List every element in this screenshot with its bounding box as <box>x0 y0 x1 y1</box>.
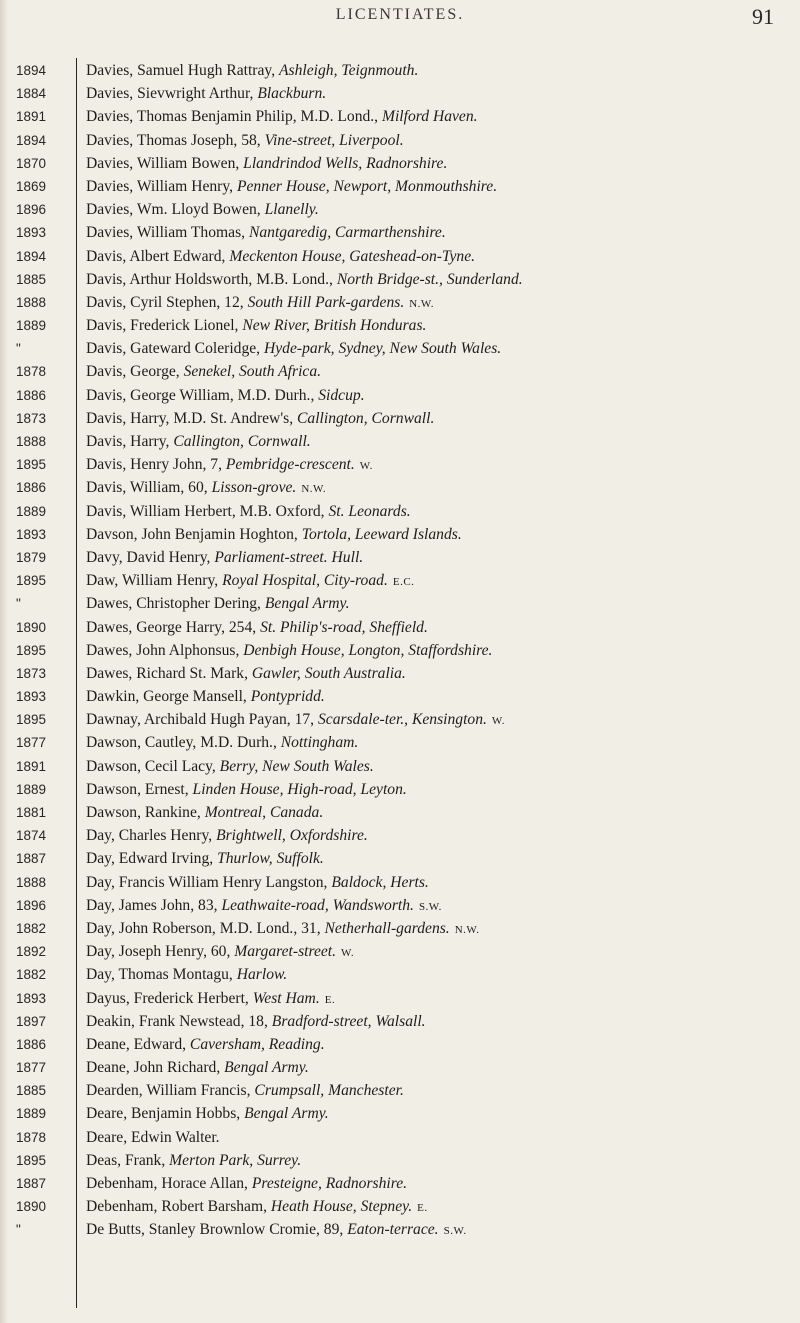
entry-year: 1895 <box>16 457 47 473</box>
list-item <box>0 82 800 105</box>
entry-year: 1873 <box>16 665 47 681</box>
entry-district: E. <box>324 993 336 1006</box>
list-item <box>0 847 800 870</box>
entry-year: 1887 <box>16 851 47 867</box>
entry-text <box>86 639 796 662</box>
list-item <box>0 245 800 268</box>
list-item <box>0 963 800 986</box>
list-item <box>0 59 800 82</box>
entry-year: 1882 <box>16 967 47 983</box>
entry-address: Netherhall-gardens. <box>324 919 450 937</box>
entry-address: New River, British Honduras. <box>242 317 427 335</box>
list-item <box>0 685 800 708</box>
entry-address: Harlow. <box>236 966 288 984</box>
entry-address: Thurlow, Suffolk. <box>217 850 324 868</box>
entry-name: Davies, Wm. Lloyd Bowen, <box>86 201 261 219</box>
entry-address: Denbigh House, Longton, Staffordshire. <box>243 641 493 659</box>
entry-address: Milford Haven. <box>381 108 478 126</box>
entry-address: Berry, New South Wales. <box>219 757 374 775</box>
entry-text <box>86 500 796 523</box>
entry-year: 1886 <box>16 387 47 403</box>
list-item <box>0 314 800 337</box>
entry-name: Davies, Samuel Hugh Rattray, <box>86 62 276 79</box>
entry-name: Deas, Frank, <box>86 1151 166 1169</box>
entry-name: Davy, David Henry, <box>86 548 211 566</box>
list-item <box>0 453 800 476</box>
entry-address: Baldock, Herts. <box>331 873 429 891</box>
entry-text <box>86 1149 796 1172</box>
list-item <box>0 616 800 639</box>
entry-name: Daw, William Henry, <box>86 572 219 590</box>
entry-name: Deakin, Frank Newstead, 18, <box>86 1012 268 1030</box>
entry-text <box>86 1126 796 1149</box>
entry-year: 1870 <box>16 155 47 171</box>
list-item <box>0 546 800 569</box>
entry-address: Eaton-terrace. <box>347 1221 439 1239</box>
entry-year: 1881 <box>16 805 47 820</box>
entry-text <box>86 1033 796 1056</box>
licentiates-list <box>0 59 800 1242</box>
entry-name: Day, James John, 83, <box>86 896 218 914</box>
entry-text <box>86 245 796 268</box>
entry-name: Davis, Henry John, 7, <box>86 456 222 474</box>
entry-text <box>86 871 796 894</box>
entry-district: S.W. <box>443 1225 467 1238</box>
entry-address: South Hill Park-gardens. <box>247 293 405 311</box>
list-item <box>0 871 800 894</box>
entry-district: W. <box>359 460 373 473</box>
entry-address: Penner House, Newport, Monmouthshire. <box>236 177 498 195</box>
entry-address: Margaret-street. <box>234 943 337 961</box>
entry-text <box>86 407 796 430</box>
entry-name: Day, Thomas Montagu, <box>86 966 233 984</box>
entry-name: Davis, Arthur Holdsworth, M.B. Lond., <box>86 270 333 288</box>
entry-year: 1890 <box>16 1199 47 1215</box>
entry-address: Blackburn. <box>257 85 327 103</box>
entry-address: Llanelly. <box>264 201 319 219</box>
entry-year: 1873 <box>16 410 47 426</box>
entry-year: 1893 <box>16 225 47 241</box>
entry-name: Davies, William Thomas, <box>86 224 246 242</box>
list-item <box>0 1195 800 1218</box>
entry-name: Dawes, George Harry, 254, <box>86 618 257 636</box>
entry-text <box>86 546 796 569</box>
entry-name: Davis, George William, M.D. Durh., <box>86 386 315 404</box>
entry-address: Nantgaredig, Carmarthenshire. <box>248 224 446 242</box>
list-item <box>0 221 800 244</box>
entry-year: 1893 <box>16 990 47 1006</box>
entry-year: 1878 <box>16 1129 47 1145</box>
entry-name: Dayus, Frederick Herbert, <box>86 989 249 1007</box>
entry-address: Bengal Army. <box>264 595 350 613</box>
entry-text <box>86 917 796 942</box>
list-item <box>0 268 800 291</box>
entry-year: 1888 <box>16 874 47 890</box>
entry-year: 1877 <box>16 735 47 751</box>
list-item <box>0 129 800 152</box>
entry-year: 1896 <box>16 897 47 913</box>
entry-text <box>86 476 796 501</box>
entry-name: Davis, Harry, <box>86 433 170 450</box>
list-item <box>0 569 800 592</box>
entry-year: 1893 <box>16 526 47 542</box>
entry-text <box>86 801 796 824</box>
entry-district: E. <box>417 1202 428 1215</box>
entry-text <box>86 1010 796 1033</box>
entry-text <box>86 268 796 291</box>
entry-year: 1874 <box>16 828 47 844</box>
list-item <box>0 662 800 685</box>
entry-address: West Ham. <box>252 989 320 1007</box>
entry-text <box>86 453 796 478</box>
entry-district: W. <box>491 715 506 728</box>
entry-name: Dawes, John Alphonsus, <box>86 641 240 659</box>
entry-name: Davies, Sievwright Arthur, <box>86 85 254 103</box>
entry-name: Day, John Roberson, M.D. Lond., 31, <box>86 919 321 937</box>
entry-address: Linden House, High-road, Leyton. <box>192 780 407 798</box>
entry-address: Pontypridd. <box>250 688 325 706</box>
entry-text <box>86 685 796 708</box>
entry-text <box>86 824 796 847</box>
list-item <box>0 639 800 662</box>
entry-address: Presteigne, Radnorshire. <box>251 1175 408 1192</box>
entry-year: 1891 <box>16 109 47 125</box>
entry-address: Pembridge-crescent. <box>225 456 355 474</box>
entry-name: Davis, Albert Edward, <box>86 247 226 265</box>
entry-year: 1888 <box>16 294 47 310</box>
entry-address: Montreal, Canada. <box>204 804 324 821</box>
entry-name: Davies, Thomas Benjamin Philip, M.D. Lond., <box>86 108 379 126</box>
entry-text <box>86 1195 796 1220</box>
entry-year: " <box>16 596 21 612</box>
list-item <box>0 894 800 917</box>
entry-district: S.W. <box>418 900 442 913</box>
entry-year: 1879 <box>16 549 47 565</box>
running-head: LICENTIATES. <box>335 6 465 23</box>
entry-text <box>86 731 796 754</box>
entry-text <box>86 1172 796 1195</box>
entry-name: Deane, John Richard, <box>86 1059 221 1077</box>
entry-address: Bradford-street, Walsall. <box>271 1012 426 1030</box>
entry-district: W. <box>341 947 355 960</box>
list-item <box>0 755 800 778</box>
entry-text <box>86 1079 796 1102</box>
list-item <box>0 1126 800 1149</box>
entry-year: 1897 <box>16 1013 47 1029</box>
list-item <box>0 152 800 175</box>
entry-address: North Bridge-st., Sunderland. <box>336 270 523 288</box>
list-item <box>0 476 800 499</box>
entry-address: St. Philip's-road, Sheffield. <box>260 618 428 636</box>
entry-address: Brightwell, Oxfordshire. <box>216 827 368 845</box>
entry-text <box>86 708 796 733</box>
entry-text <box>86 847 796 870</box>
entry-address: Crumpsall, Manchester. <box>254 1082 404 1100</box>
entry-year: 1889 <box>16 318 47 334</box>
entry-name: Day, Charles Henry, <box>86 827 213 845</box>
entry-district: N.W. <box>454 923 480 936</box>
entry-address: Sidcup. <box>318 386 365 404</box>
entry-text <box>86 523 796 546</box>
entry-year: 1878 <box>16 364 47 380</box>
entry-address: Lisson-grove. <box>211 479 297 497</box>
entry-name: Davies, William Henry, <box>86 177 234 195</box>
entry-address: Vine-street, Liverpool. <box>264 131 404 149</box>
entry-year: 1882 <box>16 920 47 936</box>
list-item <box>0 384 800 407</box>
entry-text <box>86 129 796 152</box>
list-item <box>0 198 800 221</box>
entry-address: Hyde-park, Sydney, New South Wales. <box>263 340 502 358</box>
entry-address: Senekel, South Africa. <box>183 363 322 381</box>
entry-year: 1891 <box>16 758 47 774</box>
entry-text <box>86 105 796 128</box>
entry-year: 1892 <box>16 944 47 960</box>
entry-year: 1887 <box>16 1176 47 1191</box>
entry-address: Scarsdale-ter., Kensington. <box>318 711 487 729</box>
entry-text <box>86 963 796 986</box>
entry-address: Callington, Cornwall. <box>173 433 311 450</box>
entry-name: Deare, Benjamin Hobbs, <box>86 1105 241 1123</box>
list-item <box>0 360 800 383</box>
list-item <box>0 778 800 801</box>
entry-text <box>86 755 796 778</box>
entry-name: Dawes, Richard St. Mark, <box>86 664 248 682</box>
entry-address: Bengal Army. <box>224 1059 309 1077</box>
entry-name: Dearden, William Francis, <box>86 1082 251 1100</box>
entry-text <box>86 384 796 407</box>
entry-name: Deare, Edwin Walter. <box>86 1128 220 1146</box>
entry-text <box>86 569 796 594</box>
entry-year: 1884 <box>16 86 47 102</box>
entry-text <box>86 198 796 221</box>
page-number: 91 <box>752 4 774 29</box>
entry-name: Davis, Cyril Stephen, 12, <box>86 293 244 311</box>
list-item <box>0 1033 800 1056</box>
entry-name: Debenham, Robert Barsham, <box>86 1198 268 1216</box>
entry-text <box>86 662 796 685</box>
entry-text <box>86 940 796 965</box>
entry-name: Davis, Harry, M.D. St. Andrew's, <box>86 409 294 427</box>
entry-text <box>86 616 796 639</box>
list-item <box>0 592 800 615</box>
entry-address: Tortola, Leeward Islands. <box>301 525 462 543</box>
entry-district: N.W. <box>409 297 435 310</box>
entry-name: Davson, John Benjamin Hoghton, <box>86 525 298 543</box>
entry-name: Dawkin, George Mansell, <box>86 688 247 706</box>
entry-text <box>86 987 796 1012</box>
entry-year: 1890 <box>16 619 47 635</box>
entry-year: 1895 <box>16 712 47 728</box>
entry-name: Davis, William, 60, <box>86 479 208 497</box>
list-item <box>0 917 800 940</box>
list-item <box>0 1010 800 1033</box>
entry-name: Davies, Thomas Joseph, 58, <box>86 131 261 149</box>
entry-text <box>86 152 796 175</box>
entry-district: E.C. <box>392 576 415 589</box>
entry-text <box>86 221 796 244</box>
entry-text <box>86 175 796 198</box>
list-item <box>0 940 800 963</box>
entry-text <box>86 59 796 82</box>
entry-address: Gawler, South Australia. <box>251 664 406 682</box>
list-item <box>0 175 800 198</box>
entry-text <box>86 778 796 801</box>
entry-name: Dawson, Rankine, <box>86 804 201 821</box>
entry-text <box>86 894 796 919</box>
entry-text <box>86 430 796 453</box>
entry-address: Leathwaite-road, Wandsworth. <box>221 896 414 914</box>
page-header <box>0 6 800 30</box>
entry-name: Deane, Edward, <box>86 1035 187 1053</box>
entry-name: Davis, George, <box>86 363 180 381</box>
entry-text <box>86 1056 796 1079</box>
entry-name: Dawson, Cautley, M.D. Durh., <box>86 734 277 752</box>
entry-address: Heath House, Stepney. <box>270 1198 413 1216</box>
entry-name: Dawnay, Archibald Hugh Payan, 17, <box>86 711 315 729</box>
entry-year: 1889 <box>16 781 47 797</box>
entry-year: 1895 <box>16 573 47 589</box>
entry-name: Day, Francis William Henry Langston, <box>86 873 328 891</box>
list-item <box>0 801 800 824</box>
entry-text <box>86 1218 796 1243</box>
entry-name: Day, Joseph Henry, 60, <box>86 943 231 961</box>
list-item <box>0 407 800 430</box>
entry-year: 1895 <box>16 1152 47 1168</box>
list-item <box>0 1172 800 1195</box>
list-item <box>0 708 800 731</box>
entry-year: 1893 <box>16 689 47 705</box>
list-item <box>0 500 800 523</box>
list-item <box>0 291 800 314</box>
entry-year: 1894 <box>16 248 47 264</box>
entry-address: Meckenton House, Gateshead-on-Tyne. <box>229 247 476 265</box>
list-item <box>0 987 800 1010</box>
entry-name: Dawson, Ernest, <box>86 780 189 798</box>
entry-year: 1889 <box>16 503 47 519</box>
entry-year: 1869 <box>16 178 47 194</box>
entry-name: Davis, Frederick Lionel, <box>86 317 239 335</box>
entry-year: 1886 <box>16 1036 47 1052</box>
entry-year: 1894 <box>16 63 47 78</box>
entry-year: 1895 <box>16 642 47 658</box>
entry-text <box>86 1102 796 1125</box>
entry-year: 1885 <box>16 1083 47 1099</box>
list-item <box>0 824 800 847</box>
list-item <box>0 1102 800 1125</box>
entry-name: Dawes, Christopher Dering, <box>86 595 261 613</box>
entry-name: Debenham, Horace Allan, <box>86 1175 248 1192</box>
entry-year: " <box>16 1222 21 1238</box>
entry-text <box>86 360 796 383</box>
entry-address: Nottingham. <box>280 734 359 752</box>
entry-address: St. Leonards. <box>328 502 411 520</box>
entry-address: Llandrindod Wells, Radnorshire. <box>243 154 448 172</box>
entry-name: De Butts, Stanley Brownlow Cromie, 89, <box>86 1221 344 1239</box>
entry-name: Day, Edward Irving, <box>86 850 214 868</box>
entry-address: Royal Hospital, City-road. <box>222 572 388 590</box>
entry-text <box>86 291 796 316</box>
list-item <box>0 523 800 546</box>
entry-text <box>86 337 796 360</box>
entry-year: 1885 <box>16 271 47 287</box>
list-item <box>0 1149 800 1172</box>
entry-text <box>86 314 796 337</box>
entry-name: Davis, William Herbert, M.B. Oxford, <box>86 502 325 520</box>
entry-year: 1896 <box>16 202 47 218</box>
list-item <box>0 430 800 453</box>
entry-address: Ashleigh, Teignmouth. <box>279 62 419 79</box>
entry-year: 1889 <box>16 1106 47 1122</box>
list-item <box>0 1056 800 1079</box>
entry-district: N.W. <box>301 483 327 496</box>
entry-year: " <box>16 341 21 357</box>
list-item <box>0 337 800 360</box>
entry-text <box>86 592 796 615</box>
entry-name: Davis, Gateward Coleridge, <box>86 340 261 358</box>
entry-address: Merton Park, Surrey. <box>169 1151 302 1169</box>
entry-name: Dawson, Cecil Lacy, <box>86 757 216 775</box>
entry-address: Bengal Army. <box>244 1105 329 1123</box>
entry-address: Caversham, Reading. <box>189 1035 325 1053</box>
entry-text <box>86 82 796 105</box>
entry-name: Davies, William Bowen, <box>86 154 240 172</box>
entry-year: 1888 <box>16 434 47 449</box>
list-item <box>0 731 800 754</box>
entry-address: Parliament-street. Hull. <box>214 548 364 566</box>
entry-year: 1894 <box>16 132 47 148</box>
list-item <box>0 1079 800 1102</box>
entry-address: Callington, Cornwall. <box>297 409 435 427</box>
list-item <box>0 105 800 128</box>
list-item <box>0 1218 800 1241</box>
entry-year: 1877 <box>16 1060 47 1076</box>
entry-year: 1886 <box>16 480 47 496</box>
